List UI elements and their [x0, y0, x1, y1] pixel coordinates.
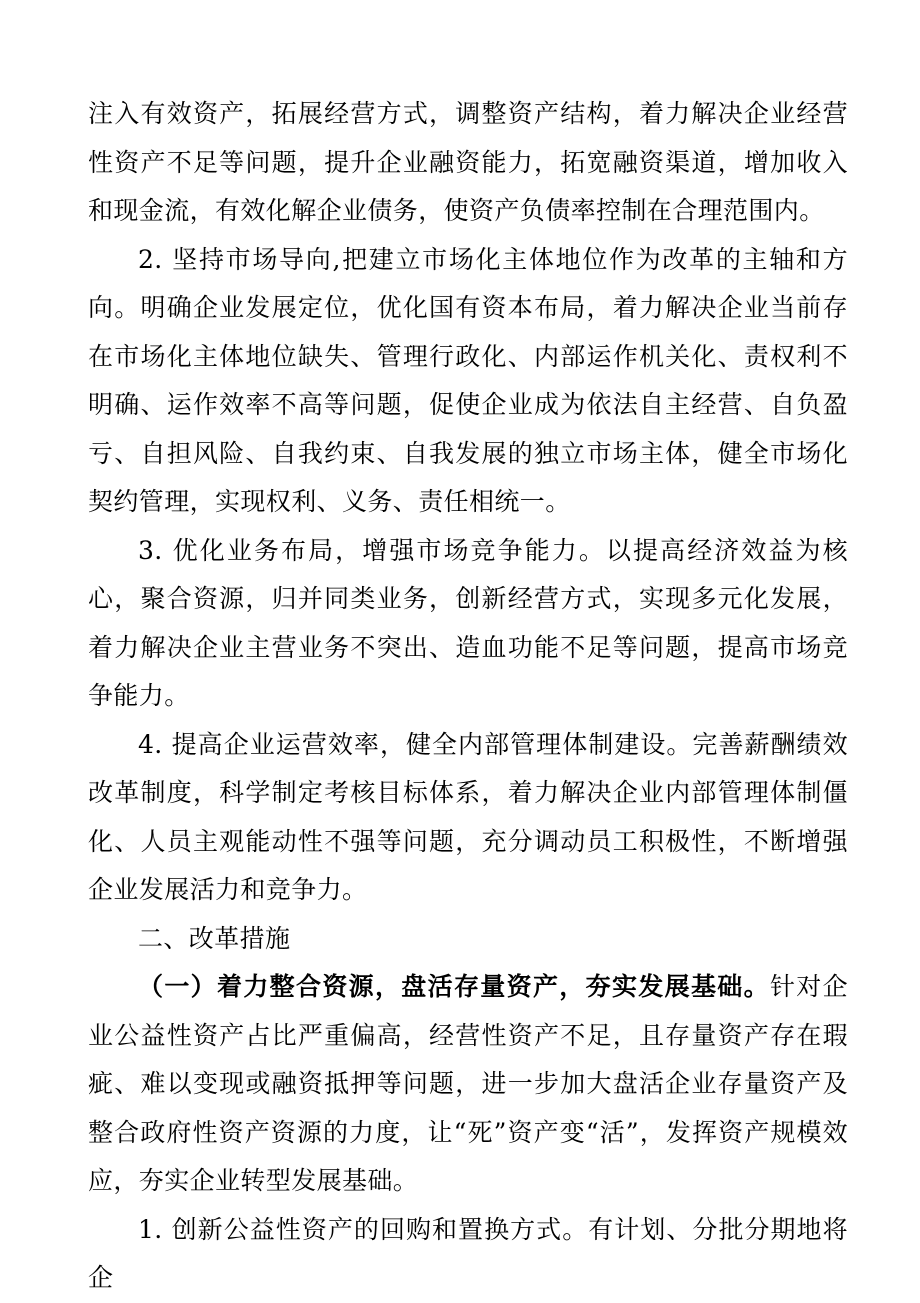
- paragraph-continuation: 注入有效资产，拓展经营方式，调整资产结构，着力解决企业经营性资产不足等问题，提升企业融资能力，拓宽融资渠道，增加收入和现金流，有效化解企业债务，使资产负债率控制在合理范围内。: [88, 99, 848, 225]
- paragraph-item-3: 3. 优化业务布局，增强市场竞争能力。以提高经济效益为核心，聚合资源，归并同类业务，创新经营方式，实现多元化发展，着力解决企业主营业务不突出、造血功能不足等问题，提高市场竞争能力。: [88, 535, 848, 710]
- subsection-1-text: 针对企业公益性资产占比严重偏高，经营性资产不足，且存量资产存在瑕疵、难以变现或融资抵押等问题，进一步加大盘活企业存量资产及整合政府性资产资源的力度，让“死”资产变“活”，发挥资产规模效应，夯实企业转型发展基础。: [88, 972, 848, 1195]
- subsection-1-heading: （一）着力整合资源，盘活存量资产，夯实发展基础。: [138, 972, 770, 1001]
- section-heading-reform-measures: 二、改革措施: [138, 923, 291, 953]
- paragraph-item-4: 4. 提高企业运营效率，健全内部管理体制建设。完善薪酬绩效改革制度，科学制定考核目标体系，着力解决企业内部管理体制僵化、人员主观能动性不强等问题，充分调动员工积极性，不断增强企业发展活力和竞争力。: [88, 729, 848, 904]
- paragraph-item-1-innovate: 1. 创新公益性资产的回购和置换方式。有计划、分批分期地将企: [88, 1214, 848, 1292]
- paragraph-item-2: 2. 坚持市场导向,把建立市场化主体地位作为改革的主轴和方向。明确企业发展定位，优化国有资本布局，着力解决企业当前存在市场化主体地位缺失、管理行政化、内部运作机关化、责权利不明确、运作效率不高等问题，促使企业成为依法自主经营、自负盈亏、自担风险、自我约束、自我发展的独立市场主体，健全市场化契约管理，实现权利、义务、责任相统一。: [88, 244, 848, 516]
- paragraph-subsection-1: [88, 963, 848, 1206]
- document-body: [88, 90, 848, 1303]
